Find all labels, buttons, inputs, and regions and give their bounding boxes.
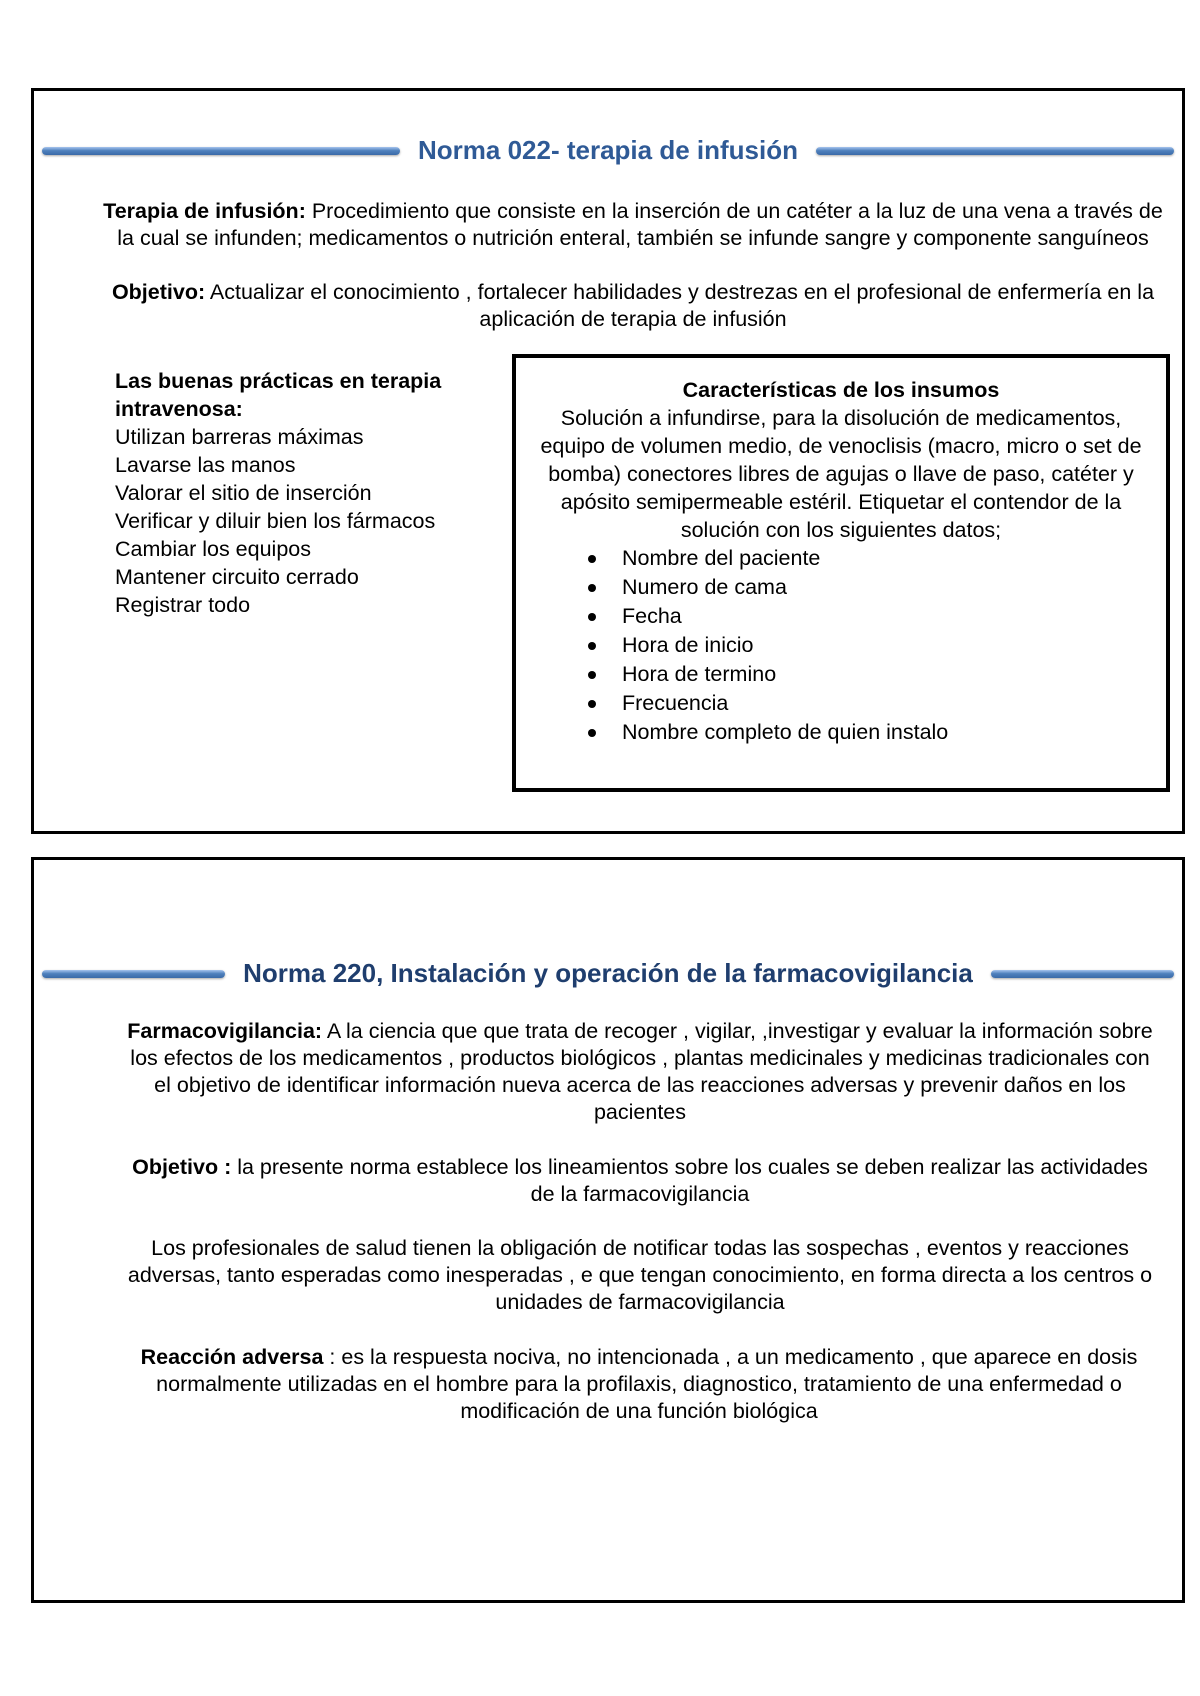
insumos-description: Solución a infundirse, para la disolución de medicamentos, equipo de volumen medio, de venoclisis (macro, micro o set de bomba) conectores libres de agujas o llave de paso, catéter y apósito semipermeable estéril. Etiquetar el contendor de la solución con los siguientes datos; xyxy=(540,406,1142,542)
list-item: Mantener circuito cerrado xyxy=(115,565,359,589)
insumos-title: Características de los insumos xyxy=(682,378,1000,402)
list-item-label: Nombre completo de quien instalo xyxy=(622,720,949,744)
bullet-icon xyxy=(588,555,596,563)
list-item xyxy=(588,544,1142,573)
list-item: Verificar y diluir bien los fármacos xyxy=(115,509,436,533)
list-item: Valorar el sitio de inserción xyxy=(115,481,372,505)
list-item-label: Hora de termino xyxy=(622,662,777,686)
bullet-icon xyxy=(588,700,596,708)
heading-bar-right xyxy=(991,970,1174,978)
buenas-practicas-title-line2: intravenosa: xyxy=(115,397,243,421)
list-item: Utilizan barreras máximas xyxy=(115,425,364,449)
norma-022-panel xyxy=(31,88,1185,834)
norma-220-title: Norma 220, Instalación y operación de la farmacovigilancia xyxy=(243,958,973,988)
list-item xyxy=(588,718,1142,747)
list-item-label: Numero de cama xyxy=(622,575,787,599)
reaccion-adversa-definition xyxy=(110,1344,1168,1425)
list-item: Cambiar los equipos xyxy=(115,537,311,561)
norma-220-panel xyxy=(31,857,1185,1603)
norma-220-objective xyxy=(120,1154,1160,1208)
farmacovigilancia-label: Farmacovigilancia: xyxy=(127,1019,323,1043)
insumos-box xyxy=(512,354,1170,792)
norma-022-heading xyxy=(42,135,1174,166)
list-item-label: Hora de inicio xyxy=(622,633,754,657)
norma-022-title: Norma 022- terapia de infusión xyxy=(418,135,798,165)
farmacovigilancia-definition xyxy=(120,1018,1160,1126)
farmacovigilancia-text: A la ciencia que que trata de recoger , vigilar, ,investigar y evaluar la información sobre los efectos de los medicamentos , productos biológicos , plantas medicinales y medicinas tradicionales con el objetivo de identificar información nueva acerca de las reacciones adversas y prevenir daños en los pacientes xyxy=(130,1019,1153,1124)
insumos-bullet-list xyxy=(540,544,1142,747)
list-item: Registrar todo xyxy=(115,593,251,617)
list-item-label: Frecuencia xyxy=(622,691,729,715)
norma-220-heading xyxy=(42,958,1174,989)
list-item-label: Fecha xyxy=(622,604,682,628)
list-item xyxy=(588,689,1142,718)
buenas-practicas-title-line1: Las buenas prácticas en terapia xyxy=(115,369,442,393)
bullet-icon xyxy=(588,671,596,679)
buenas-practicas-list xyxy=(115,367,515,619)
bullet-icon xyxy=(588,584,596,592)
norma-022-objective-label: Objetivo: xyxy=(111,280,206,304)
list-item xyxy=(588,602,1142,631)
reaccion-adversa-text: : es la respuesta nociva, no intencionada , a un medicamento , que aparece en dosis normalmente utilizadas en el hombre para la profilaxis, diagnostico, tratamiento de una enfermedad o modificación de una función biológica xyxy=(156,1345,1138,1423)
heading-bar-left xyxy=(42,970,225,978)
list-item xyxy=(588,573,1142,602)
norma-220-objective-text: la presente norma establece los lineamientos sobre los cuales se deben realizar las actividades de la farmacovigilancia xyxy=(231,1155,1148,1206)
heading-bar-right xyxy=(816,147,1174,155)
profesionales-paragraph: Los profesionales de salud tienen la obligación de notificar todas las sospechas , eventos y reacciones adversas, tanto esperadas como inesperadas , e que tengan conocimiento, en forma directa a los centros o unidades de farmacovigilancia xyxy=(127,1236,1153,1314)
terapia-definition-label: Terapia de infusión: xyxy=(103,199,306,223)
bullet-icon xyxy=(588,729,596,737)
norma-220-objective-label: Objetivo : xyxy=(132,1155,232,1179)
reaccion-adversa-label: Reacción adversa xyxy=(140,1345,324,1369)
terapia-definition xyxy=(102,198,1164,252)
list-item xyxy=(588,660,1142,689)
bullet-icon xyxy=(588,613,596,621)
norma-022-objective-text: Actualizar el conocimiento , fortalecer habilidades y destrezas en el profesional de enfermería en la aplicación de terapia de infusión xyxy=(205,280,1155,331)
heading-bar-left xyxy=(42,147,400,155)
list-item: Lavarse las manos xyxy=(115,453,296,477)
list-item xyxy=(588,631,1142,660)
bullet-icon xyxy=(588,642,596,650)
terapia-definition-text: Procedimiento que consiste en la inserción de un catéter a la luz de una vena a través de la cual se infunden; medicamentos o nutrición enteral, también se infunde sangre y componente sanguíneos xyxy=(117,199,1163,250)
list-item-label: Nombre del paciente xyxy=(622,546,821,570)
norma-022-objective xyxy=(102,279,1164,333)
